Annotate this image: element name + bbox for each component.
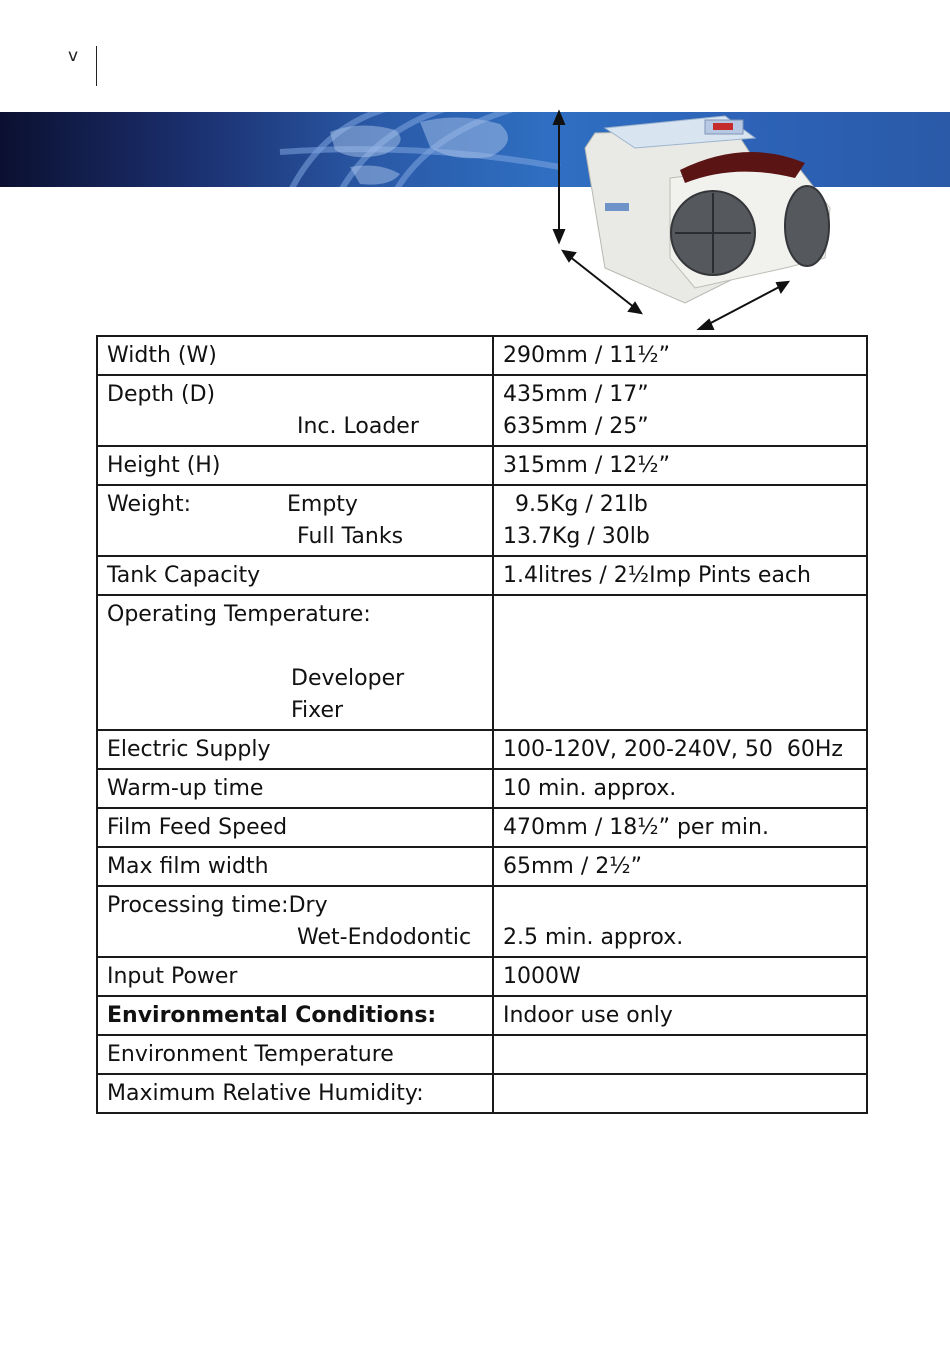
- developer-label: Developer: [291, 666, 405, 691]
- power-label: Input Power: [97, 957, 493, 996]
- table-row: [97, 595, 867, 730]
- depth-value-cell: [493, 375, 867, 446]
- table-row: [97, 1035, 867, 1074]
- tank-value: 1.4litres / 2½Imp Pints each: [493, 556, 867, 595]
- processing-line-1: [107, 890, 483, 922]
- table-row: [97, 769, 867, 808]
- table-row: [97, 996, 867, 1035]
- table-row: [97, 1074, 867, 1113]
- feed-speed-label: Film Feed Speed: [97, 808, 493, 847]
- processing-label-cell: [97, 886, 493, 957]
- environment-temperature-value: [493, 1035, 867, 1074]
- film-width-value: 65mm / 2½”: [493, 847, 867, 886]
- width-value: 290mm / 11½”: [493, 336, 867, 375]
- environment-value: Indoor use only: [493, 996, 867, 1035]
- tank-label: Tank Capacity: [97, 556, 493, 595]
- height-value: 315mm / 12½”: [493, 446, 867, 485]
- weight-label-cell: [97, 485, 493, 556]
- table-row: [97, 886, 867, 957]
- depth-sub-value: 635mm / 25”: [503, 414, 649, 439]
- temperature-label-cell: [97, 595, 493, 730]
- depth-sub-label: Inc. Loader: [297, 414, 419, 439]
- electric-label: Electric Supply: [97, 730, 493, 769]
- humidity-label: Maximum Relative Humidity:: [97, 1074, 493, 1113]
- weight-full-value: 13.7Kg / 30lb: [503, 524, 650, 549]
- processing-value-cell: [493, 886, 867, 957]
- warmup-value: 10 min. approx.: [493, 769, 867, 808]
- height-label: Height (H): [97, 446, 493, 485]
- processing-wet-label: Wet-Endodontic: [297, 925, 472, 950]
- width-label: Width (W): [97, 336, 493, 375]
- weight-empty-value: 9.5Kg / 21lb: [515, 492, 648, 517]
- table-row: [97, 336, 867, 375]
- specifications-table: [96, 335, 868, 1114]
- depth-label-cell: [97, 375, 493, 446]
- table-row: [97, 556, 867, 595]
- processing-dry-value-empty: [503, 890, 857, 922]
- fixer-label: Fixer: [291, 698, 344, 723]
- table-row: [97, 730, 867, 769]
- table-row: [97, 847, 867, 886]
- warmup-label: Warm-up time: [97, 769, 493, 808]
- table-row: [97, 808, 867, 847]
- weight-line-1: [107, 489, 483, 521]
- page-number: v: [68, 46, 79, 66]
- weight-empty-label: Empty: [287, 492, 358, 517]
- table-row: [97, 446, 867, 485]
- processing-wet-value: 2.5 min. approx.: [503, 925, 684, 950]
- weight-value-cell: [493, 485, 867, 556]
- environment-temperature-label: Environment Temperature: [97, 1035, 493, 1074]
- humidity-value: [493, 1074, 867, 1113]
- page-number-divider: [96, 46, 97, 86]
- power-value: 1000W: [493, 957, 867, 996]
- table-row: [97, 375, 867, 446]
- feed-speed-value: 470mm / 18½” per min.: [493, 808, 867, 847]
- table-row: [97, 485, 867, 556]
- depth-label: Depth (D): [107, 382, 216, 407]
- temperature-label: Operating Temperature:: [107, 602, 371, 627]
- processing-dry-label: Dry: [288, 893, 328, 918]
- weight-label: Weight:: [107, 492, 192, 517]
- temperature-spacer: [107, 631, 483, 663]
- film-width-label: Max film width: [97, 847, 493, 886]
- environment-label: Environmental Conditions:: [97, 996, 493, 1035]
- processor-product-image: [545, 108, 845, 338]
- electric-value: 100-120V, 200-240V, 50 60Hz: [493, 730, 867, 769]
- weight-full-label: Full Tanks: [297, 524, 404, 549]
- depth-value: 435mm / 17”: [503, 382, 649, 407]
- table-row: [97, 957, 867, 996]
- temperature-value-cell: [493, 595, 867, 730]
- processing-label: Processing time:: [107, 893, 289, 918]
